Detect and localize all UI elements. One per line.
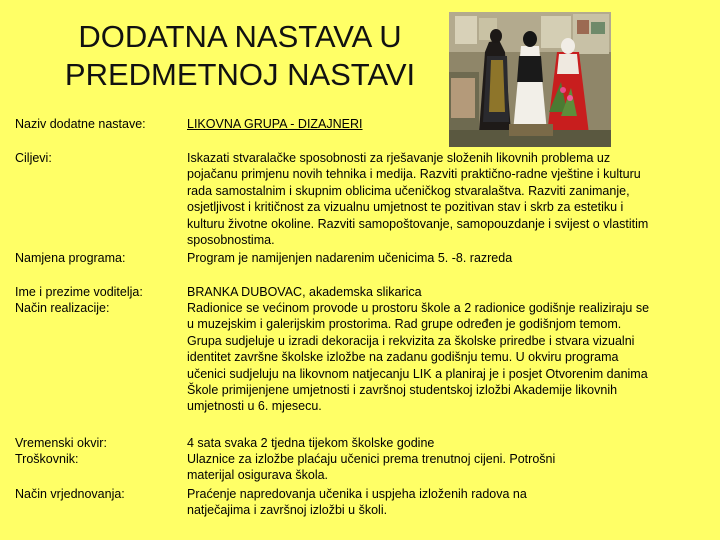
realizacija-line: u muzejskim i galerijskim prostorima. Rad grupe određen je godišnjom temom.: [187, 317, 622, 332]
value-troskovnik: [187, 451, 712, 484]
vrednovanje-line: natječajima i završnoj izložbi u školi.: [187, 503, 388, 518]
ciljevi-line: Iskazati stvaralačke sposobnosti za rješavanje složenih likovnih problema uz: [187, 151, 611, 165]
title-line-2: PREDMETNOJ NASTAVI: [64, 57, 416, 92]
ciljevi-line: kulturu životne okoline. Razviti samopoštovanje, samopouzdanje i svijest o vlastitim: [187, 216, 649, 231]
ciljevi-line: rada samostalnim i skupnim oblicima učeničkog stvaralaštva. Razviti zanimanje,: [187, 183, 630, 198]
label-voditelj: Ime i prezime voditelja:: [15, 285, 143, 299]
label-ciljevi: Ciljevi:: [15, 151, 52, 165]
ciljevi-line: sposobnostima.: [187, 233, 275, 248]
realizacija-line: Radionice se većinom provode u prostoru škole a 2 radionice godišnje realiziraju se: [187, 301, 650, 315]
value-ciljevi: [187, 150, 712, 248]
realizacija-line: umjetnosti u 6. mjesecu.: [187, 399, 322, 414]
realizacija-line: učenici sudjeluju na likovnom natjecanju LIK a planiraj je i posjet Otvorenim danima: [187, 366, 648, 381]
page-title: [40, 18, 440, 94]
value-voditelj: BRANKA DUBOVAC, akademska slikarica: [187, 285, 422, 299]
value-naziv: LIKOVNA GRUPA - DIZAJNERI: [187, 117, 363, 131]
value-vrednovanje: [187, 486, 712, 519]
label-troskovnik: Troškovnik:: [15, 452, 79, 466]
value-namjena: Program je namijenjen nadarenim učenicima 5. -8. razreda: [187, 251, 513, 265]
label-vremenik: Vremenski okvir:: [15, 436, 107, 450]
label-vrednovanje: Način vrjednovanja:: [15, 487, 125, 501]
ciljevi-line: pojačanu primjenu novih tehnika i medija. Razviti praktično-radne vještine i kulturu: [187, 167, 641, 182]
label-naziv: Naziv dodatne nastave:: [15, 117, 146, 131]
troskovnik-line: Ulaznice za izložbe plaćaju učenici prema trenutnoj cijeni. Potrošni: [187, 452, 556, 466]
realizacija-line: Škole primijenjene umjetnosti i završnoj studentskoj izložbi Akademije likovnih: [187, 383, 618, 398]
title-line-1: DODATNA NASTAVA U: [78, 19, 402, 54]
label-realizacija: Način realizacije:: [15, 301, 110, 315]
value-realizacija: [187, 300, 712, 415]
ciljevi-line: osjetljivost i kritičnost za vizualnu umjetnost te pozitivan stav i skrb za estetiku i: [187, 200, 624, 215]
realizacija-line: identitet završne školske izložbe na zadanu godišnju temu. U okviru programa: [187, 350, 619, 365]
vrednovanje-line: Praćenje napredovanja učenika i uspjeha izloženih radova na: [187, 487, 527, 501]
label-namjena: Namjena programa:: [15, 251, 126, 265]
value-vremenik: 4 sata svaka 2 tjedna tijekom školske godine: [187, 436, 435, 450]
troskovnik-line: materijal osigurava škola.: [187, 468, 329, 483]
realizacija-line: Grupa sudjeluje u izradi dekoracija i rekvizita za školske priredbe i stvara vizualni: [187, 333, 635, 348]
